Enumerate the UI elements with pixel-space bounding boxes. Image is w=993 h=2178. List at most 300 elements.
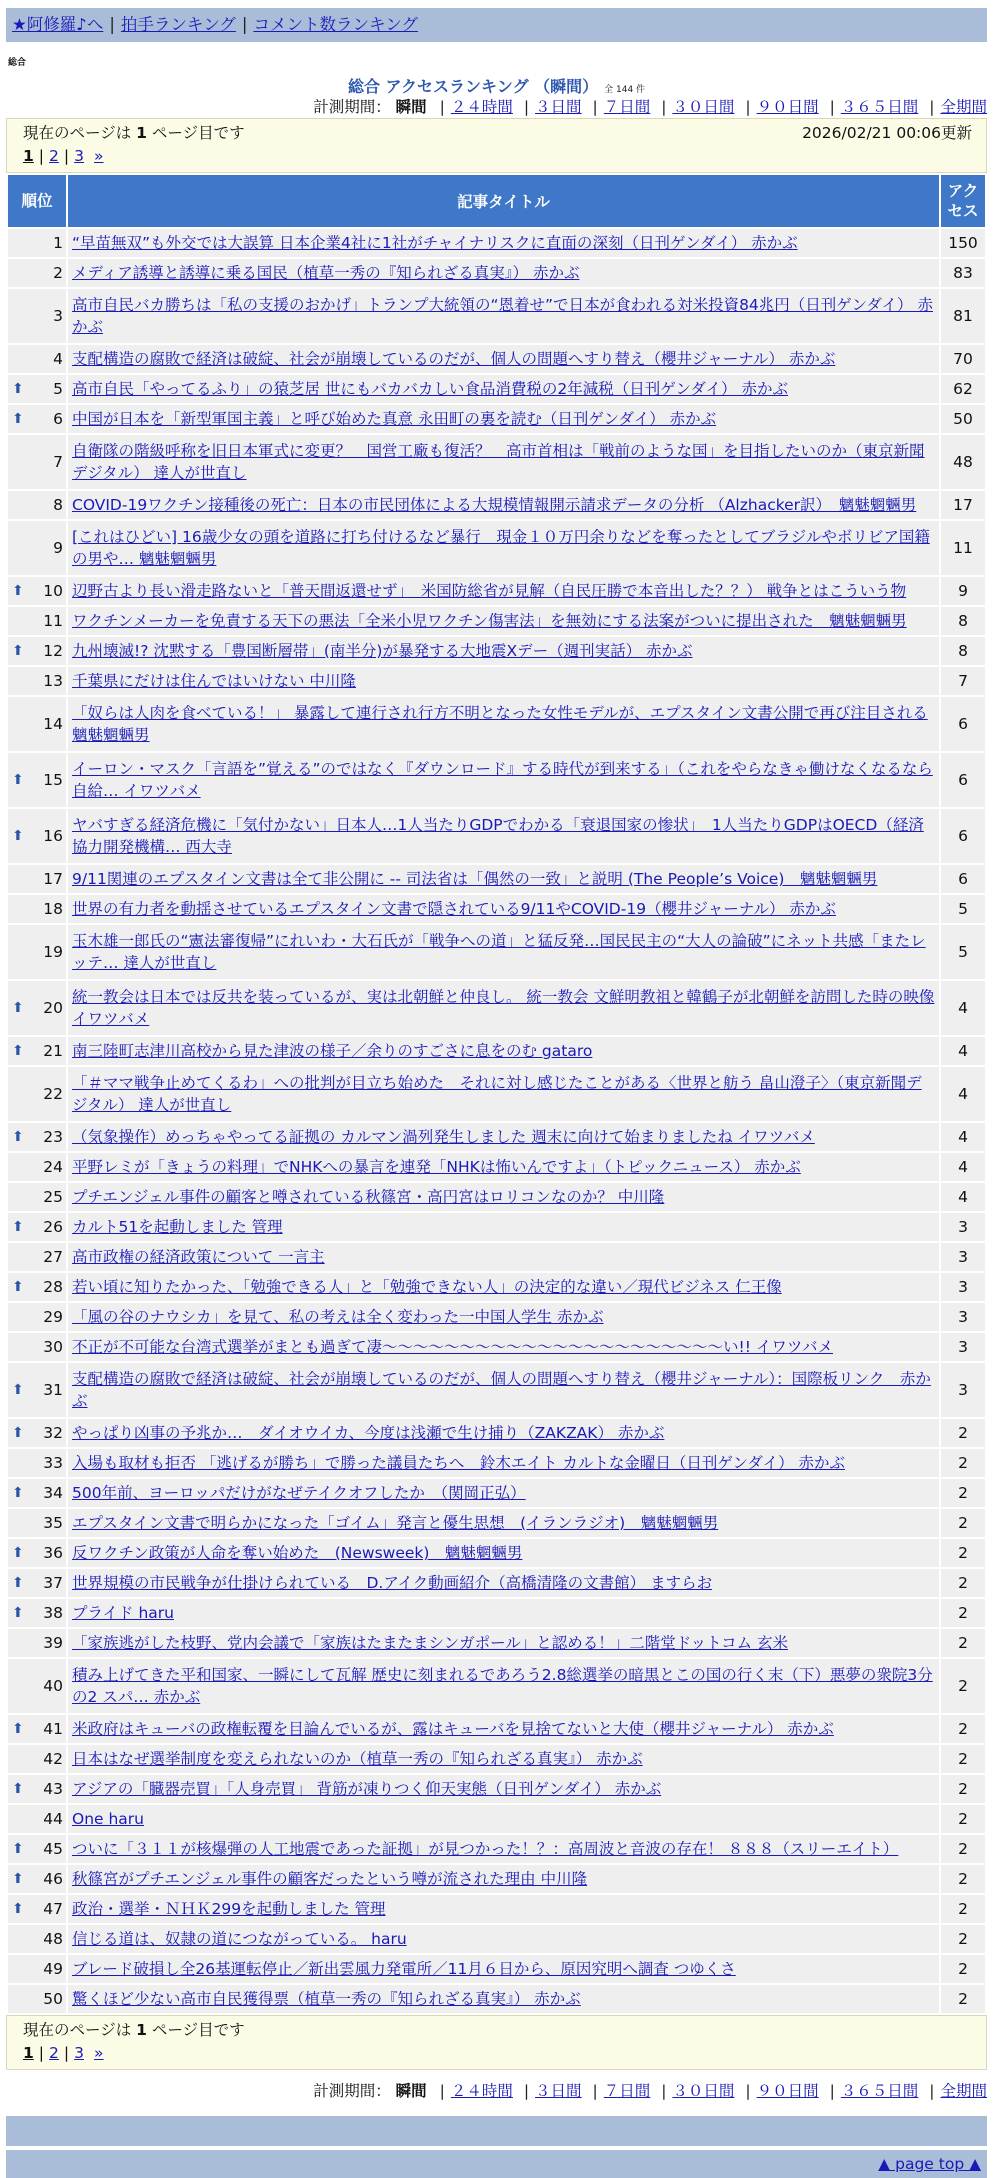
- rank-number: 42: [43, 1750, 63, 1768]
- rank-number: 3: [53, 307, 63, 325]
- rank-number: 11: [43, 612, 63, 630]
- title-cell: [68, 607, 939, 635]
- rank-cell: [8, 1363, 66, 1417]
- total-count: 全 144 件: [604, 85, 646, 95]
- table-row: [8, 1243, 985, 1271]
- rank-number: 35: [43, 1514, 63, 1532]
- article-title-link[interactable]: イーロン・マスク「言語を”覚える”のではなく『ダウンロード』する時代が到来する」（これをやらなきゃ働けなくなるなら 自給… イワツバメ: [72, 760, 933, 800]
- access-count: 7: [941, 667, 985, 695]
- rank-cell: [8, 1067, 66, 1121]
- updated-timestamp: 2026/02/21 00:06更新: [802, 124, 972, 142]
- rank-cell: [8, 1123, 66, 1151]
- period-link-30d-bottom[interactable]: ３０日間: [672, 2082, 735, 2100]
- rank-number: 38: [43, 1604, 63, 1622]
- rank-number: 23: [43, 1128, 63, 1146]
- rank-cell: [8, 697, 66, 751]
- title-cell: [68, 521, 939, 575]
- col-rank-header: 順位: [8, 175, 66, 227]
- access-count: 2: [941, 1715, 985, 1743]
- period-selector-top: 計測期間： 瞬間 | ２４時間 | ３日間 | ７日間 | ３０日間 | ９０日間 | ３６５日間 | 全期間: [313, 98, 987, 116]
- article-title-link[interactable]: ついに「３１１が核爆弾の人工地震であった証拠」が見つかった！？：高周波と音波の存在！ ８８８（スリーエイト）: [72, 1840, 899, 1858]
- page-title: [6, 74, 987, 96]
- table-row: [8, 375, 985, 403]
- rank-number: 4: [53, 350, 63, 368]
- rank-up-arrow-icon: ⬆: [12, 1219, 24, 1235]
- rank-up-arrow-icon: ⬆: [12, 643, 24, 659]
- access-count: 83: [941, 259, 985, 287]
- title-cell: [68, 637, 939, 665]
- article-title-link[interactable]: One haru: [72, 1810, 145, 1828]
- title-cell: [68, 697, 939, 751]
- rank-number: 50: [43, 1990, 63, 2008]
- title-cell: [68, 1659, 939, 1713]
- title-cell: [68, 345, 939, 373]
- table-row: [8, 865, 985, 893]
- period-link-all-bottom[interactable]: 全期間: [940, 2082, 987, 2100]
- rank-number: 22: [43, 1085, 63, 1103]
- rank-number: 21: [43, 1042, 63, 1060]
- table-row: [8, 435, 985, 489]
- rank-number: 5: [53, 380, 63, 398]
- rank-cell: [8, 1213, 66, 1241]
- article-title-link[interactable]: 「家族逃がした枝野、党内会議で「家族はたまたまシンガポール」と認める！」二階堂ドットコム 玄米: [72, 1634, 788, 1652]
- category-tag: 総合: [8, 58, 27, 68]
- rank-number: 27: [43, 1248, 63, 1266]
- period-link-24h-bottom[interactable]: ２４時間: [450, 2082, 513, 2100]
- table-row: [8, 289, 985, 343]
- rank-up-arrow-icon: ⬆: [12, 1901, 24, 1917]
- rank-number: 33: [43, 1454, 63, 1472]
- article-title-link[interactable]: 辺野古より長い滑走路ないと「普天間返還せず」 米国防総省が見解（自民圧勝で本音出した？？） 戦争とはこういう物: [72, 582, 907, 600]
- rank-number: 8: [53, 496, 63, 514]
- title-cell: [68, 1569, 939, 1597]
- table-row: [8, 1213, 985, 1241]
- article-title-link[interactable]: 若い頃に知りたかった、「勉強できる人」と「勉強できない人」の決定的な違い／現代ビジネス 仁王像: [72, 1278, 782, 1296]
- rank-cell: [8, 1153, 66, 1181]
- access-count: 4: [941, 1123, 985, 1151]
- article-title-link[interactable]: 日本はなぜ選挙制度を変えられないのか（植草一秀の『知られざる真実』） 赤かぶ: [72, 1750, 643, 1768]
- rank-cell: [8, 405, 66, 433]
- period-link-3d-bottom[interactable]: ３日間: [535, 2082, 582, 2100]
- title-cell: [68, 1985, 939, 2013]
- access-count: 6: [941, 809, 985, 863]
- rank-up-arrow-icon: ⬆: [12, 1545, 24, 1561]
- applause-ranking-link[interactable]: 拍手ランキング: [120, 15, 236, 34]
- access-count: 4: [941, 981, 985, 1035]
- title-cell: [68, 1775, 939, 1803]
- article-title-link[interactable]: “早苗無双”も外交では大誤算 日本企業4社に1社がチャイナリスクに直面の深刻（日刊ゲンダイ） 赤かぶ: [72, 234, 798, 252]
- rank-cell: [8, 925, 66, 979]
- pager-bottom: 現在のページは 1 ページ目です 1 | 2 | 3 »: [6, 2015, 987, 2070]
- title-cell: [68, 1955, 939, 1983]
- article-title-link[interactable]: 積み上げてきた平和国家、一瞬にして瓦解 歴史に刻まれるであろう2.8総選挙の暗黒とこの国の行く末（下）悪夢の衆院3分の2 スパ… 赤かぶ: [72, 1666, 933, 1706]
- rank-number: 17: [43, 870, 63, 888]
- article-title-link[interactable]: メディア誘導と誘導に乗る国民（植草一秀の『知られざる真実』） 赤かぶ: [72, 264, 580, 282]
- access-count: 2: [941, 1775, 985, 1803]
- period-link-30d[interactable]: ３０日間: [672, 98, 735, 116]
- rank-number: 10: [43, 582, 63, 600]
- top-nav: ★阿修羅♪へ | 拍手ランキング | コメント数ランキング: [6, 8, 987, 42]
- table-row: [8, 1419, 985, 1447]
- table-row: [8, 1037, 985, 1065]
- comment-ranking-link[interactable]: コメント数ランキング: [253, 15, 418, 34]
- rank-number: 25: [43, 1188, 63, 1206]
- table-row: [8, 405, 985, 433]
- access-count: 3: [941, 1333, 985, 1361]
- article-title-link[interactable]: （気象操作）めっちゃやってる証拠の カルマン渦列発生しました 週末に向けて始まりましたね イワツバメ: [72, 1128, 815, 1146]
- table-row: [8, 1479, 985, 1507]
- rank-number: 46: [43, 1870, 63, 1888]
- title-cell: [68, 667, 939, 695]
- access-count: 2: [941, 1955, 985, 1983]
- rank-number: 15: [43, 771, 63, 789]
- rank-up-arrow-icon: ⬆: [12, 381, 24, 397]
- rank-number: 43: [43, 1780, 63, 1798]
- article-title-link[interactable]: 世界規模の市民戦争が仕掛けられている D.アイク動画紹介（高橋清隆の文書館） ますらお: [72, 1574, 713, 1592]
- table-row: [8, 1629, 985, 1657]
- rank-number: 28: [43, 1278, 63, 1296]
- period-link-365d-bottom[interactable]: ３６５日間: [840, 2082, 919, 2100]
- ranking-table: [6, 173, 987, 2015]
- access-count: 81: [941, 289, 985, 343]
- access-count: 3: [941, 1363, 985, 1417]
- rank-number: 16: [43, 827, 63, 845]
- period-link-all[interactable]: 全期間: [940, 98, 987, 116]
- rank-cell: [8, 865, 66, 893]
- access-count: 2: [941, 1629, 985, 1657]
- home-link[interactable]: ★阿修羅♪へ: [12, 15, 104, 34]
- title-cell: [68, 895, 939, 923]
- rank-cell: [8, 1479, 66, 1507]
- rank-up-arrow-icon: ⬆: [12, 411, 24, 427]
- rank-cell: [8, 895, 66, 923]
- access-count: 5: [941, 925, 985, 979]
- period-current: 瞬間: [395, 98, 427, 116]
- page-indicator-bottom: 現在のページは 1 ページ目です: [23, 2021, 245, 2039]
- rank-cell: [8, 607, 66, 635]
- rank-number: 49: [43, 1960, 63, 1978]
- article-title-link[interactable]: 500年前、ヨーロッパだけがなぜテイクオフしたか （関岡正弘）: [72, 1484, 526, 1502]
- table-row: [8, 1925, 985, 1953]
- title-cell: [68, 981, 939, 1035]
- rank-up-arrow-icon: ⬆: [12, 1605, 24, 1621]
- rank-up-arrow-icon: ⬆: [12, 1781, 24, 1797]
- table-row: [8, 1123, 985, 1151]
- rank-cell: [8, 577, 66, 605]
- table-row: [8, 1955, 985, 1983]
- article-title-link[interactable]: 不正が不可能な台湾式選挙がまとも過ぎて凄～～～～～～～～～～～～～～～～～～～～～～い!! イワツバメ: [72, 1338, 834, 1356]
- article-title-link[interactable]: 9/11関連のエプスタイン文書は全て非公開に -- 司法省は「偶然の一致」と説明 (The People’s Voice) 魑魅魍魎男: [72, 870, 878, 888]
- rank-cell: [8, 667, 66, 695]
- period-link-7d-bottom[interactable]: ７日間: [603, 2082, 651, 2100]
- rank-up-arrow-icon: ⬆: [12, 1841, 24, 1857]
- article-title-link[interactable]: ブレード破損し全26基運転停止／新出雲風力発電所／11月６日から、原因究明へ調査 つゆくさ: [72, 1960, 736, 1978]
- title-cell: [68, 1599, 939, 1627]
- article-title-link[interactable]: アジアの「臓器売買」「人身売買」 背筋が凍りつく仰天実態（日刊ゲンダイ） 赤かぶ: [72, 1780, 662, 1798]
- article-title-link[interactable]: COVID-19ワクチン接種後の死亡：日本の市民団体による大規模情報開示請求データの分析 （Alzhacker訳） 魑魅魍魎男: [72, 496, 917, 514]
- access-count: 2: [941, 1569, 985, 1597]
- page-next-link[interactable]: »: [94, 147, 104, 165]
- period-link-365d[interactable]: ３６５日間: [840, 98, 919, 116]
- page-link-3[interactable]: 3: [74, 147, 85, 165]
- rank-cell: [8, 345, 66, 373]
- rank-cell: [8, 1243, 66, 1271]
- table-row: [8, 1273, 985, 1301]
- article-title-link[interactable]: 平野レミが「きょうの料理」でNHKへの暴言を連発「NHKは怖いんですよ」（トピックニュース） 赤かぶ: [72, 1158, 801, 1176]
- table-row: [8, 1569, 985, 1597]
- title-cell: [68, 1479, 939, 1507]
- rank-up-arrow-icon: ⬆: [12, 1382, 24, 1398]
- rank-number: 7: [53, 453, 63, 471]
- access-count: 2: [941, 1985, 985, 2013]
- rank-cell: [8, 1985, 66, 2013]
- title-cell: [68, 1153, 939, 1181]
- article-title-link[interactable]: 支配構造の腐敗で経済は破綻、社会が崩壊しているのだが、個人の問題へすり替え（櫻井ジャーナル）：国際板リンク 赤かぶ: [72, 1370, 931, 1410]
- title-cell: [68, 1273, 939, 1301]
- rank-up-arrow-icon: ⬆: [12, 1000, 24, 1016]
- rank-number: 18: [43, 900, 63, 918]
- title-cell: [68, 753, 939, 807]
- title-cell: [68, 1067, 939, 1121]
- access-count: 2: [941, 1895, 985, 1923]
- article-title-link[interactable]: 政治・選挙・ＮＨＫ299を起動しました 管理: [72, 1900, 386, 1918]
- article-title-link[interactable]: 入場も取材も拒否 「逃げるが勝ち」で勝った議員たちへ 鈴木エイト カルトな金曜日（日刊ゲンダイ） 赤かぶ: [72, 1454, 846, 1472]
- rank-cell: [8, 1925, 66, 1953]
- rank-number: 12: [43, 642, 63, 660]
- access-count: 6: [941, 697, 985, 751]
- rank-number: 30: [43, 1338, 63, 1356]
- rank-up-arrow-icon: ⬆: [12, 1575, 24, 1591]
- title-cell: [68, 1123, 939, 1151]
- article-title-link[interactable]: 驚くほど少ない高市自民獲得票（植草一秀の『知られざる真実』） 赤かぶ: [72, 1990, 581, 2008]
- table-row: [8, 1985, 985, 2013]
- access-count: 2: [941, 1925, 985, 1953]
- rank-cell: [8, 1449, 66, 1477]
- title-cell: [68, 1419, 939, 1447]
- article-title-link[interactable]: 米政府はキューバの政権転覆を目論んでいるが、露はキューバを見捨てないと大使（櫻井ジャーナル） 赤かぶ: [72, 1720, 834, 1738]
- table-row: [8, 981, 985, 1035]
- table-row: [8, 607, 985, 635]
- rank-number: 31: [43, 1381, 63, 1399]
- access-count: 3: [941, 1243, 985, 1271]
- rank-cell: [8, 1745, 66, 1773]
- table-row: [8, 1333, 985, 1361]
- rank-cell: [8, 1037, 66, 1065]
- rank-up-arrow-icon: ⬆: [12, 1043, 24, 1059]
- article-title-link[interactable]: 支配構造の腐敗で経済は破綻、社会が崩壊しているのだが、個人の問題へすり替え（櫻井ジャーナル） 赤かぶ: [72, 350, 836, 368]
- access-count: 8: [941, 637, 985, 665]
- title-cell: [68, 1865, 939, 1893]
- article-title-link[interactable]: 「＃ママ戦争止めてくるわ」への批判が目立ち始めた それに対し感じたことがある〈世界と舫う 畠山澄子〉（東京新聞デジタル） 達人が世直し: [72, 1074, 922, 1114]
- title-cell: [68, 229, 939, 257]
- footer-bar: [6, 2116, 987, 2146]
- rank-cell: [8, 1419, 66, 1447]
- rank-number: 40: [43, 1677, 63, 1695]
- access-count: 5: [941, 895, 985, 923]
- period-label: 計測期間：: [313, 98, 391, 116]
- rank-cell: [8, 435, 66, 489]
- rank-cell: [8, 229, 66, 257]
- rank-cell: [8, 1865, 66, 1893]
- page-title-text: 総合 アクセスランキング （瞬間）: [347, 77, 599, 96]
- access-count: 2: [941, 1745, 985, 1773]
- page-next-link-bottom[interactable]: »: [94, 2044, 104, 2062]
- article-title-link[interactable]: 南三陸町志津川高校から見た津波の様子／余りのすごさに息をのむ gataro: [72, 1042, 593, 1060]
- rank-number: 39: [43, 1634, 63, 1652]
- table-row: [8, 1715, 985, 1743]
- access-count: 8: [941, 607, 985, 635]
- rank-cell: [8, 1569, 66, 1597]
- article-title-link[interactable]: 高市政権の経済政策について 一言主: [72, 1248, 325, 1266]
- table-row: [8, 1745, 985, 1773]
- access-count: 2: [941, 1419, 985, 1447]
- table-row: [8, 1539, 985, 1567]
- rank-cell: [8, 1273, 66, 1301]
- table-row: [8, 1835, 985, 1863]
- access-count: 62: [941, 375, 985, 403]
- rank-number: 29: [43, 1308, 63, 1326]
- rank-up-arrow-icon: ⬆: [12, 1425, 24, 1441]
- rank-number: 48: [43, 1930, 63, 1948]
- rank-number: 32: [43, 1424, 63, 1442]
- article-title-link[interactable]: やっぱり凶事の予兆か… ダイオウイカ、今度は浅瀬で生け捕り（ZAKZAK） 赤かぶ: [72, 1424, 665, 1442]
- article-title-link[interactable]: エプスタイン文書で明らかになった「ゴイム」発言と優生思想 (イランラジオ) 魑魅魍魎男: [72, 1514, 719, 1532]
- title-cell: [68, 1183, 939, 1211]
- pager-top: 現在のページは 1 ページ目です 2026/02/21 00:06更新 1 | 2 | 3 »: [6, 118, 987, 173]
- access-count: 4: [941, 1153, 985, 1181]
- rank-up-arrow-icon: ⬆: [12, 1721, 24, 1737]
- rank-number: 6: [53, 410, 63, 428]
- access-count: 2: [941, 1805, 985, 1833]
- access-count: 2: [941, 1835, 985, 1863]
- rank-cell: [8, 491, 66, 519]
- title-cell: [68, 405, 939, 433]
- article-title-link[interactable]: ヤバすぎる経済危機に「気付かない」日本人…1人当たりGDPでわかる「衰退国家の惨状」 1人当たりGDPはOECD（経済協力開発機構… 西大寺: [72, 816, 924, 856]
- period-link-3d[interactable]: ３日間: [535, 98, 582, 116]
- period-link-90d[interactable]: ９０日間: [756, 98, 819, 116]
- title-cell: [68, 1835, 939, 1863]
- page-link-2-bottom[interactable]: 2: [49, 2044, 59, 2062]
- table-row: [8, 895, 985, 923]
- rank-cell: [8, 289, 66, 343]
- page-current: 1: [23, 147, 34, 165]
- article-title-link[interactable]: 「風の谷のナウシカ」を見て、私の考えは全く変わった一中国人学生 赤かぶ: [72, 1308, 604, 1326]
- table-row: [8, 1449, 985, 1477]
- period-link-90d-bottom[interactable]: ９０日間: [756, 2082, 819, 2100]
- access-count: 2: [941, 1659, 985, 1713]
- article-title-link[interactable]: プチエンジェル事件の顧客と噂されている秋篠宮・高円宮はロリコンなのか？ 中川隆: [72, 1188, 665, 1206]
- article-title-link[interactable]: ワクチンメーカーを免責する天下の悪法「全米小児ワクチン傷害法」を無効にする法案がついに提出された 魑魅魍魎男: [72, 612, 907, 630]
- table-row: [8, 1509, 985, 1537]
- table-row: [8, 667, 985, 695]
- rank-cell: [8, 809, 66, 863]
- table-row: [8, 1363, 985, 1417]
- rank-cell: [8, 1539, 66, 1567]
- title-cell: [68, 435, 939, 489]
- rank-number: 45: [43, 1840, 63, 1858]
- table-row: [8, 925, 985, 979]
- page-current-bottom: 1: [23, 2044, 34, 2062]
- article-title-link[interactable]: 統一教会は日本では反共を装っているが、実は北朝鮮と仲良し。 統一教会 文鮮明教祖と韓鶴子が北朝鮮を訪問した時の映像 イワツバメ: [72, 988, 935, 1028]
- title-cell: [68, 1805, 939, 1833]
- page-top-link[interactable]: ▲ page top ▲: [878, 2155, 981, 2173]
- access-count: 9: [941, 577, 985, 605]
- access-count: 3: [941, 1303, 985, 1331]
- article-title-link[interactable]: 信じる道は、奴隷の道につながっている。 haru: [72, 1930, 407, 1948]
- access-count: 150: [941, 229, 985, 257]
- rank-cell: [8, 1629, 66, 1657]
- article-title-link[interactable]: プライド haru: [72, 1604, 174, 1622]
- page-link-3-bottom[interactable]: 3: [74, 2044, 85, 2062]
- title-cell: [68, 809, 939, 863]
- title-cell: [68, 925, 939, 979]
- article-title-link[interactable]: 世界の有力者を動揺させているエプスタイン文書で隠されている9/11やCOVID-19（櫻井ジャーナル） 赤かぶ: [72, 900, 836, 918]
- table-row: [8, 1153, 985, 1181]
- period-selector-bottom: 計測期間： 瞬間 | ２４時間 | ３日間 | ７日間 | ３０日間 | ９０日間 | ３６５日間 | 全期間: [313, 2082, 987, 2100]
- article-title-link[interactable]: 自衛隊の階級呼称を旧日本軍式に変更？ 国営工廠も復活？ 高市首相は「戦前のような国」を目指したいのか（東京新聞デジタル） 達人が世直し: [72, 442, 925, 482]
- rank-number: 24: [43, 1158, 63, 1176]
- table-row: [8, 697, 985, 751]
- article-title-link[interactable]: 九州壊滅!? 沈黙する「豊国断層帯」(南半分)が暴発する大地震Xデー（週刊実話） 赤かぶ: [72, 642, 693, 660]
- period-current-bottom: 瞬間: [395, 2082, 427, 2100]
- col-title-header: 記事タイトル: [68, 175, 939, 227]
- article-title-link[interactable]: [これはひどい] 16歳少女の頭を道路に打ち付けるなど暴行 現金１０万円余りなどを奪ったとしてブラジルやボリビア国籍の男や… 魑魅魍魎男: [72, 528, 930, 568]
- article-title-link[interactable]: 千葉県にだけは住んではいけない 中川隆: [72, 672, 356, 690]
- table-row: [8, 229, 985, 257]
- access-count: 70: [941, 345, 985, 373]
- title-cell: [68, 1213, 939, 1241]
- rank-up-arrow-icon: ⬆: [12, 828, 24, 844]
- rank-up-arrow-icon: ⬆: [12, 1279, 24, 1295]
- access-count: 2: [941, 1509, 985, 1537]
- article-title-link[interactable]: 高市自民「やってるふり」の猿芝居 世にもバカバカしい食品消費税の2年減税（日刊ゲンダイ） 赤かぶ: [72, 380, 788, 398]
- rank-cell: [8, 1659, 66, 1713]
- rank-cell: [8, 1509, 66, 1537]
- article-title-link[interactable]: 玉木雄一郎氏の“憲法審復帰”にれいわ・大石氏が「戦争への道」と猛反発…国民民主の“大人の論破”にネット共感「またレッテ… 達人が世直し: [72, 932, 926, 972]
- article-title-link[interactable]: 秋篠宮がプチエンジェル事件の顧客だったという噂が流された理由 中川隆: [72, 1870, 588, 1888]
- period-link-24h[interactable]: ２４時間: [450, 98, 513, 116]
- article-title-link[interactable]: 反ワクチン政策が人命を奪い始めた (Newsweek) 魑魅魍魎男: [72, 1544, 523, 1562]
- article-title-link[interactable]: 高市自民バカ勝ちは「私の支援のおかげ」トランプ大統領の“恩着せ”で日本が食われる対米投資84兆円（日刊ゲンダイ） 赤かぶ: [72, 296, 933, 336]
- access-count: 3: [941, 1273, 985, 1301]
- access-count: 50: [941, 405, 985, 433]
- table-row: [8, 521, 985, 575]
- period-link-7d[interactable]: ７日間: [603, 98, 651, 116]
- title-cell: [68, 1629, 939, 1657]
- access-count: 11: [941, 521, 985, 575]
- rank-number: 47: [43, 1900, 63, 1918]
- table-row: [8, 637, 985, 665]
- rank-up-arrow-icon: ⬆: [12, 1129, 24, 1145]
- page-link-2[interactable]: 2: [49, 147, 59, 165]
- access-count: 2: [941, 1865, 985, 1893]
- access-count: 2: [941, 1479, 985, 1507]
- access-count: 6: [941, 753, 985, 807]
- table-row: [8, 1659, 985, 1713]
- table-row: [8, 491, 985, 519]
- table-row: [8, 259, 985, 287]
- title-cell: [68, 1509, 939, 1537]
- table-row: [8, 1805, 985, 1833]
- article-title-link[interactable]: 中国が日本を「新型軍国主義」と呼び始めた真意 永田町の裏を読む（日刊ゲンダイ） 赤かぶ: [72, 410, 717, 428]
- rank-cell: [8, 753, 66, 807]
- title-cell: [68, 1539, 939, 1567]
- title-cell: [68, 1363, 939, 1417]
- article-title-link[interactable]: 「奴らは人肉を食べている！」 暴露して連行され行方不明となった女性モデルが、エプスタイン文書公開で再び注目される 魑魅魍魎男: [72, 704, 928, 744]
- article-title-link[interactable]: カルト51を起動しました 管理: [72, 1218, 283, 1236]
- title-cell: [68, 1303, 939, 1331]
- table-row: [8, 1067, 985, 1121]
